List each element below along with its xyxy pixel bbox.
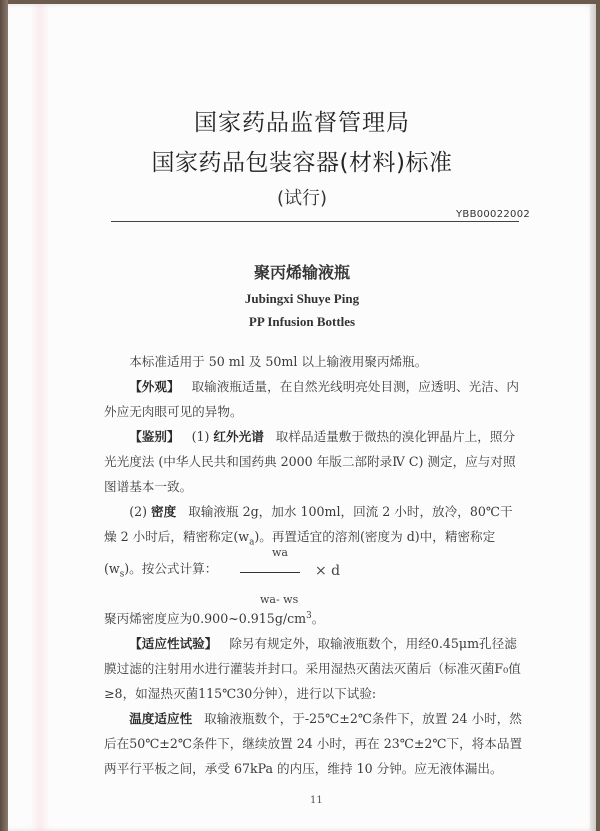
ir-item-number: (1) bbox=[191, 429, 210, 444]
density-sub-a: a bbox=[249, 537, 255, 548]
density-result-end: 。 bbox=[311, 611, 325, 627]
page-number: 11 bbox=[310, 795, 323, 806]
formula-numerator: wa bbox=[272, 546, 288, 559]
appearance-text: 取输液瓶适量，在自然光线明亮处目测，应透明、光洁、内外应无肉眼可见的异物。 bbox=[104, 379, 519, 419]
header-divider bbox=[111, 221, 519, 222]
temperature-paragraph bbox=[104, 706, 524, 781]
density-text-c: )。按公式计算： bbox=[124, 560, 218, 576]
identification-ir-paragraph bbox=[104, 424, 524, 499]
density-item-title: 密度 bbox=[151, 504, 177, 519]
formula-fraction-line bbox=[240, 572, 300, 573]
temperature-label: 温度适应性 bbox=[129, 711, 193, 727]
body-lower bbox=[104, 604, 524, 781]
trial-label: (试行) bbox=[276, 188, 328, 209]
ir-item-text: 取样品适量敷于微热的溴化钾晶片上，照分光光度法 (中华人民共和国药典 2000 年版二部附录Ⅳ C) 测定，应与对照图谱基本一致。 bbox=[104, 429, 516, 494]
density-text-b: )。再置适宜的溶剂(密度为 d)中，精密称定(w bbox=[104, 529, 496, 576]
appearance-label: 【外观】 bbox=[129, 379, 180, 394]
ir-item-title: 红外光谱 bbox=[213, 429, 264, 444]
temperature-text: 取输液瓶数个，于-25℃±2℃条件下，放置 24 小时，然后在50℃±2℃条件下，继续放置 24 小时，再在 23℃±2℃下，将本品置两平行平板之间，承受 67kPa 的内压，维持 10 分钟。应无液体漏出。 bbox=[104, 711, 523, 777]
density-formula bbox=[240, 537, 380, 610]
formula-denominator: wa- ws bbox=[260, 593, 299, 606]
density-sub-s: s bbox=[119, 569, 125, 580]
density-result-sup: 3 bbox=[306, 611, 312, 621]
standard-title: 国家药品包装容器(材料)标准 bbox=[151, 150, 453, 176]
formula-multiplier: × d bbox=[315, 563, 341, 579]
document-title-pinyin: Jubingxi Shuye Ping bbox=[244, 291, 360, 306]
density-item-number: (2) bbox=[129, 504, 148, 519]
adaptability-text: 除另有规定外，取输液瓶数个，用经0.45μm孔径滤膜过滤的注射用水进行灌装并封口。采用湿热灭菌法灭菌后（标准灭菌F₀值≥8，如湿热灭菌115℃30分钟），进行以下试验: bbox=[104, 636, 521, 702]
document-page bbox=[8, 4, 596, 831]
scope-paragraph: 本标准适用于 50 ml 及 50ml 以上输液用聚丙烯瓶。 bbox=[129, 354, 428, 369]
density-result-text: 聚丙烯密度应为0.900~0.915g/cm bbox=[104, 611, 307, 627]
document-title-chinese: 聚丙烯输液瓶 bbox=[253, 263, 350, 282]
identification-label: 【鉴别】 bbox=[129, 429, 180, 444]
adaptability-paragraph bbox=[104, 631, 524, 706]
agency-title: 国家药品监督管理局 bbox=[194, 110, 410, 136]
document-title-english: PP Infusion Bottles bbox=[248, 314, 356, 329]
density-result bbox=[104, 604, 524, 631]
standard-code: YBB00022002 bbox=[456, 209, 531, 220]
adaptability-label: 【适应性试验】 bbox=[129, 636, 218, 652]
density-text-a: 取输液瓶 2g，加水 100ml，回流 2 小时，放冷，80℃干燥 2 小时后，精密称定(w bbox=[104, 504, 513, 544]
appearance-paragraph bbox=[104, 374, 524, 424]
scan-background-edge bbox=[0, 0, 8, 831]
